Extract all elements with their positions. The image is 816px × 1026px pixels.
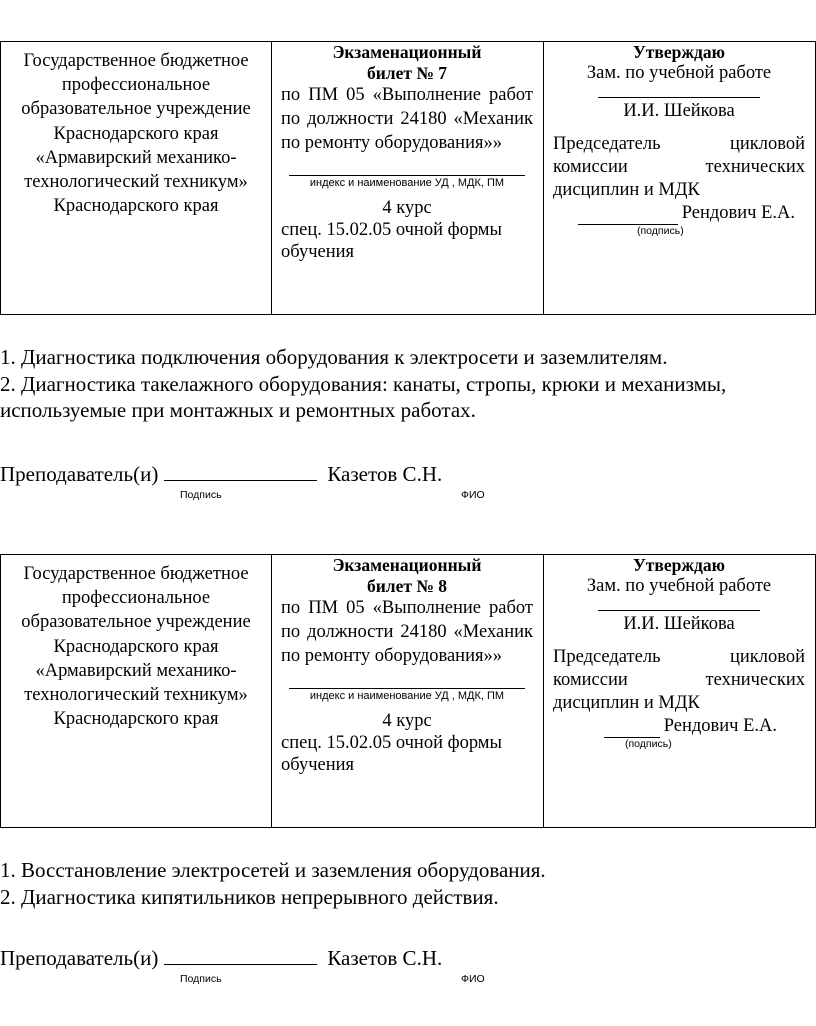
ticket-title-line1: Экзаменационный	[332, 555, 482, 575]
deputy-sign-line	[598, 598, 760, 611]
ticket-number: билет № 8	[366, 575, 448, 596]
ticket-title-line1: Экзаменационный	[332, 42, 482, 62]
index-line	[289, 668, 525, 689]
approve-heading: Утверждаю	[632, 555, 726, 575]
ticket-info-cell	[272, 555, 544, 828]
deputy-title: Зам. по учебной работе	[586, 63, 772, 83]
org-cell	[1, 555, 272, 828]
podpis-label: Подпись	[180, 973, 222, 985]
sign-label: (подпись)	[625, 738, 672, 750]
chair-sign-line	[604, 719, 660, 738]
deputy-name: И.И. Шейкова	[623, 101, 735, 121]
questions-list	[0, 857, 816, 910]
deputy-name: И.И. Шейкова	[623, 614, 735, 634]
question-1: 1. Восстановление электросетей и заземления оборудования.	[0, 858, 546, 882]
question-1: 1. Диагностика подключения оборудования к электросети и заземлителям.	[0, 345, 668, 369]
org-name: Государственное бюджетное профессиональное образовательное учреждение Краснодарского края «Армавирский механико-технологический техникум» Краснодарского края	[21, 564, 251, 730]
chair-name: Рендович Е.А.	[663, 716, 777, 736]
teacher-sign-line	[164, 462, 317, 481]
spec-text: спец. 15.02.05 очной формы обучения	[281, 733, 502, 775]
chair-title-last: дисциплин и МДК	[553, 180, 700, 200]
ticket-info-cell	[272, 42, 544, 315]
index-label: индекс и наименование УД , МДК, ПМ	[309, 177, 505, 189]
subject-text: по ПМ 05 «Выполнение работ по должности 24180 «Механик по ремонту оборудования»»	[281, 85, 533, 153]
course-text: 4 курс	[382, 711, 432, 731]
approval-cell	[544, 555, 816, 828]
teacher-label: Преподаватель(и)	[0, 462, 159, 486]
teacher-label: Преподаватель(и)	[0, 946, 159, 970]
ticket-number: билет № 7	[366, 62, 448, 83]
chair-title: Председатель цикловой комиссии технических	[553, 647, 805, 690]
question-2: 2. Диагностика кипятильников непрерывного действия.	[0, 884, 499, 909]
deputy-sign-line	[598, 85, 760, 98]
org-name: Государственное бюджетное профессиональное образовательное учреждение Краснодарского края «Армавирский механико-технологический техникум» Краснодарского края	[21, 51, 251, 217]
chair-name: Рендович Е.А.	[681, 203, 795, 223]
fio-label: ФИО	[461, 973, 485, 985]
fio-label: ФИО	[461, 489, 485, 501]
chair-sign-line	[578, 206, 678, 225]
podpis-label: Подпись	[180, 489, 222, 501]
course-text: 4 курс	[382, 198, 432, 218]
sign-label: (подпись)	[637, 225, 684, 237]
teacher-name: Казетов С.Н.	[327, 946, 443, 970]
ticket-header-table	[0, 41, 816, 315]
subject-text: по ПМ 05 «Выполнение работ по должности 24180 «Механик по ремонту оборудования»»	[281, 598, 533, 666]
chair-title: Председатель цикловой комиссии технических	[553, 134, 805, 177]
teacher-sign-line	[164, 946, 317, 965]
ticket-header-table	[0, 554, 816, 828]
teacher-row	[0, 462, 442, 486]
question-2: 2. Диагностика такелажного оборудования: канаты, стропы, крюки и механизмы, используемые при монтажных и ремонтных работах.	[0, 371, 727, 422]
org-cell	[1, 42, 272, 315]
teacher-row	[0, 946, 442, 970]
chair-sign-row	[553, 202, 805, 225]
ticket-title	[281, 555, 533, 596]
deputy-title: Зам. по учебной работе	[586, 576, 772, 596]
approve-heading: Утверждаю	[632, 42, 726, 62]
teacher-name: Казетов С.Н.	[327, 462, 443, 486]
approval-cell	[544, 42, 816, 315]
ticket-title	[281, 42, 533, 83]
index-line	[289, 155, 525, 176]
spec-text: спец. 15.02.05 очной формы обучения	[281, 220, 502, 262]
chair-title-last: дисциплин и МДК	[553, 693, 700, 713]
index-label: индекс и наименование УД , МДК, ПМ	[309, 690, 505, 702]
chair-sign-row	[553, 715, 805, 738]
questions-list	[0, 344, 816, 424]
